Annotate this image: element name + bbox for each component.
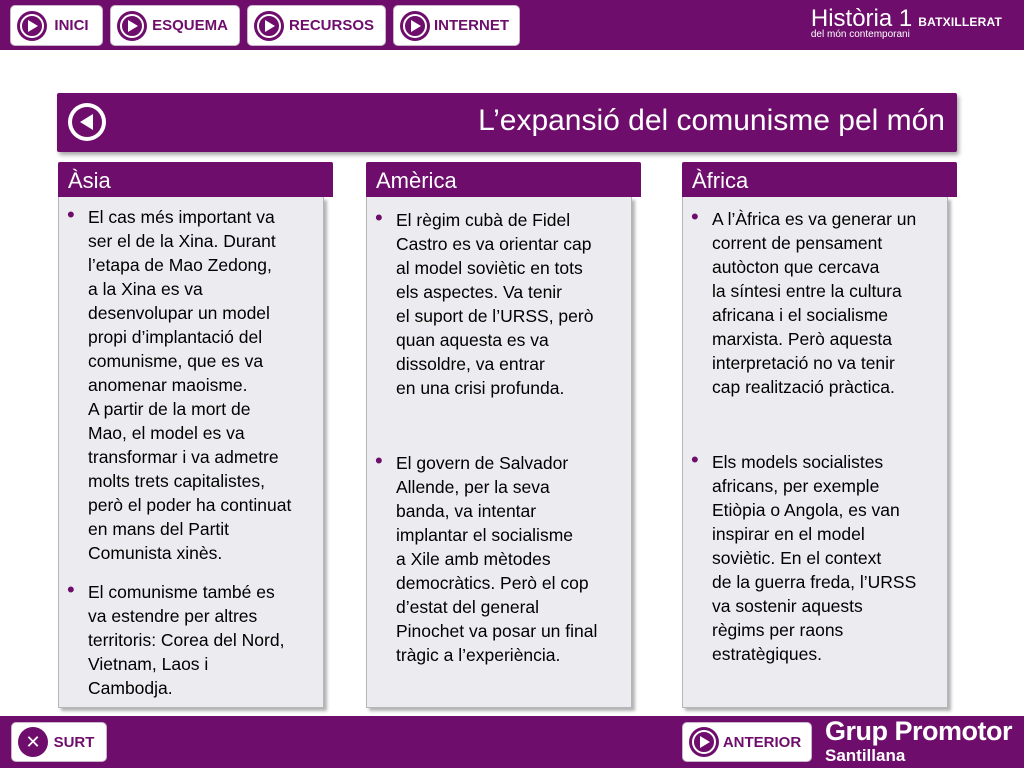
nav-button-label: INICI — [54, 17, 89, 34]
column-heading: Amèrica — [366, 162, 641, 197]
column-body — [682, 197, 948, 708]
nav-button-inici[interactable] — [10, 5, 103, 46]
nav-button-label: ESQUEMA — [152, 17, 228, 34]
bullet-text: • El comunisme també es va estendre per altres territoris: Corea del Nord, Vietnam, Laos i Cambodja. — [88, 582, 285, 698]
column-america — [366, 162, 641, 708]
close-icon: ✕ — [18, 727, 48, 757]
brand-level: BATXILLERAT — [918, 15, 1002, 29]
play-icon — [689, 727, 719, 757]
bullet-item — [69, 580, 315, 700]
play-icon — [117, 11, 147, 41]
bullet-item — [69, 205, 315, 565]
bullet-text: • El cas més important va ser el de la Xina. Durant l’etapa de Mao Zedong, a la Xina es va desenvolupar un model propi d’implantació del comunisme, que es va anomenar maoisme. A partir de la mort de Mao, el model es va transformar i va admetre molts trets capitalistes, però el poder ha continuat en mans del Partit Comunista xinès. — [88, 207, 292, 563]
bullet-item — [693, 207, 939, 399]
column-body — [366, 197, 632, 708]
column-heading: Àfrica — [682, 162, 957, 197]
logo-line-1: Grup Promotor — [825, 716, 1012, 746]
play-icon — [400, 11, 430, 41]
nav-button-internet[interactable] — [393, 5, 520, 46]
previous-button-label: ANTERIOR — [722, 733, 802, 751]
exit-button[interactable] — [11, 722, 107, 762]
exit-button-label: SURT — [53, 733, 95, 751]
nav-button-esquema[interactable] — [110, 5, 240, 46]
publisher-logo — [825, 716, 1012, 766]
logo-line-2: Santillana — [825, 746, 906, 765]
back-arrow-icon[interactable] — [68, 103, 106, 141]
play-icon — [17, 11, 47, 41]
bullet-item — [693, 450, 939, 666]
brand-block — [811, 7, 1002, 40]
top-nav-bar — [0, 0, 1024, 50]
bullet-text: • A l’Àfrica es va generar un corrent de pensament autòcton que cercava la síntesi entre la cultura africana i el socialisme marxista. Però aquesta interpretació no va tenir cap realització pràctica. — [712, 209, 917, 397]
nav-button-recursos[interactable] — [247, 5, 386, 46]
bullet-item — [377, 451, 623, 667]
page-title: L’expansió del comunisme pel món — [478, 104, 945, 137]
brand-subtitle: del món contemporani — [810, 29, 910, 40]
brand-title: Història 1 — [810, 5, 913, 32]
bullet-text: • El govern de Salvador Allende, per la seva banda, va intentar implantar el socialisme a Xile amb mètodes democràtics. Però el cop d’estat del general Pinochet va posar un final tràgic a l’experiència. — [396, 453, 598, 665]
bullet-item — [377, 208, 623, 400]
column-asia — [58, 162, 333, 708]
nav-button-label: RECURSOS — [288, 17, 374, 34]
column-body — [58, 197, 324, 708]
bottom-bar — [0, 716, 1024, 768]
column-africa — [682, 162, 957, 708]
title-bar — [57, 93, 957, 152]
nav-button-label: INTERNET — [434, 17, 509, 34]
play-icon — [254, 11, 284, 41]
bullet-text: • Els models socialistes africans, per exemple Etiòpia o Angola, es van inspirar en el model soviètic. En el context de la guerra freda, l’URSS va sostenir aquests règims per raons estratègiques. — [712, 452, 917, 664]
previous-button[interactable] — [682, 722, 812, 762]
bullet-text: • El règim cubà de Fidel Castro es va orientar cap al model soviètic en tots els aspectes. Va tenir el suport de l’URSS, però quan aquesta es va dissoldre, va entrar en una crisi profunda. — [396, 210, 594, 398]
column-heading: Àsia — [58, 162, 333, 197]
